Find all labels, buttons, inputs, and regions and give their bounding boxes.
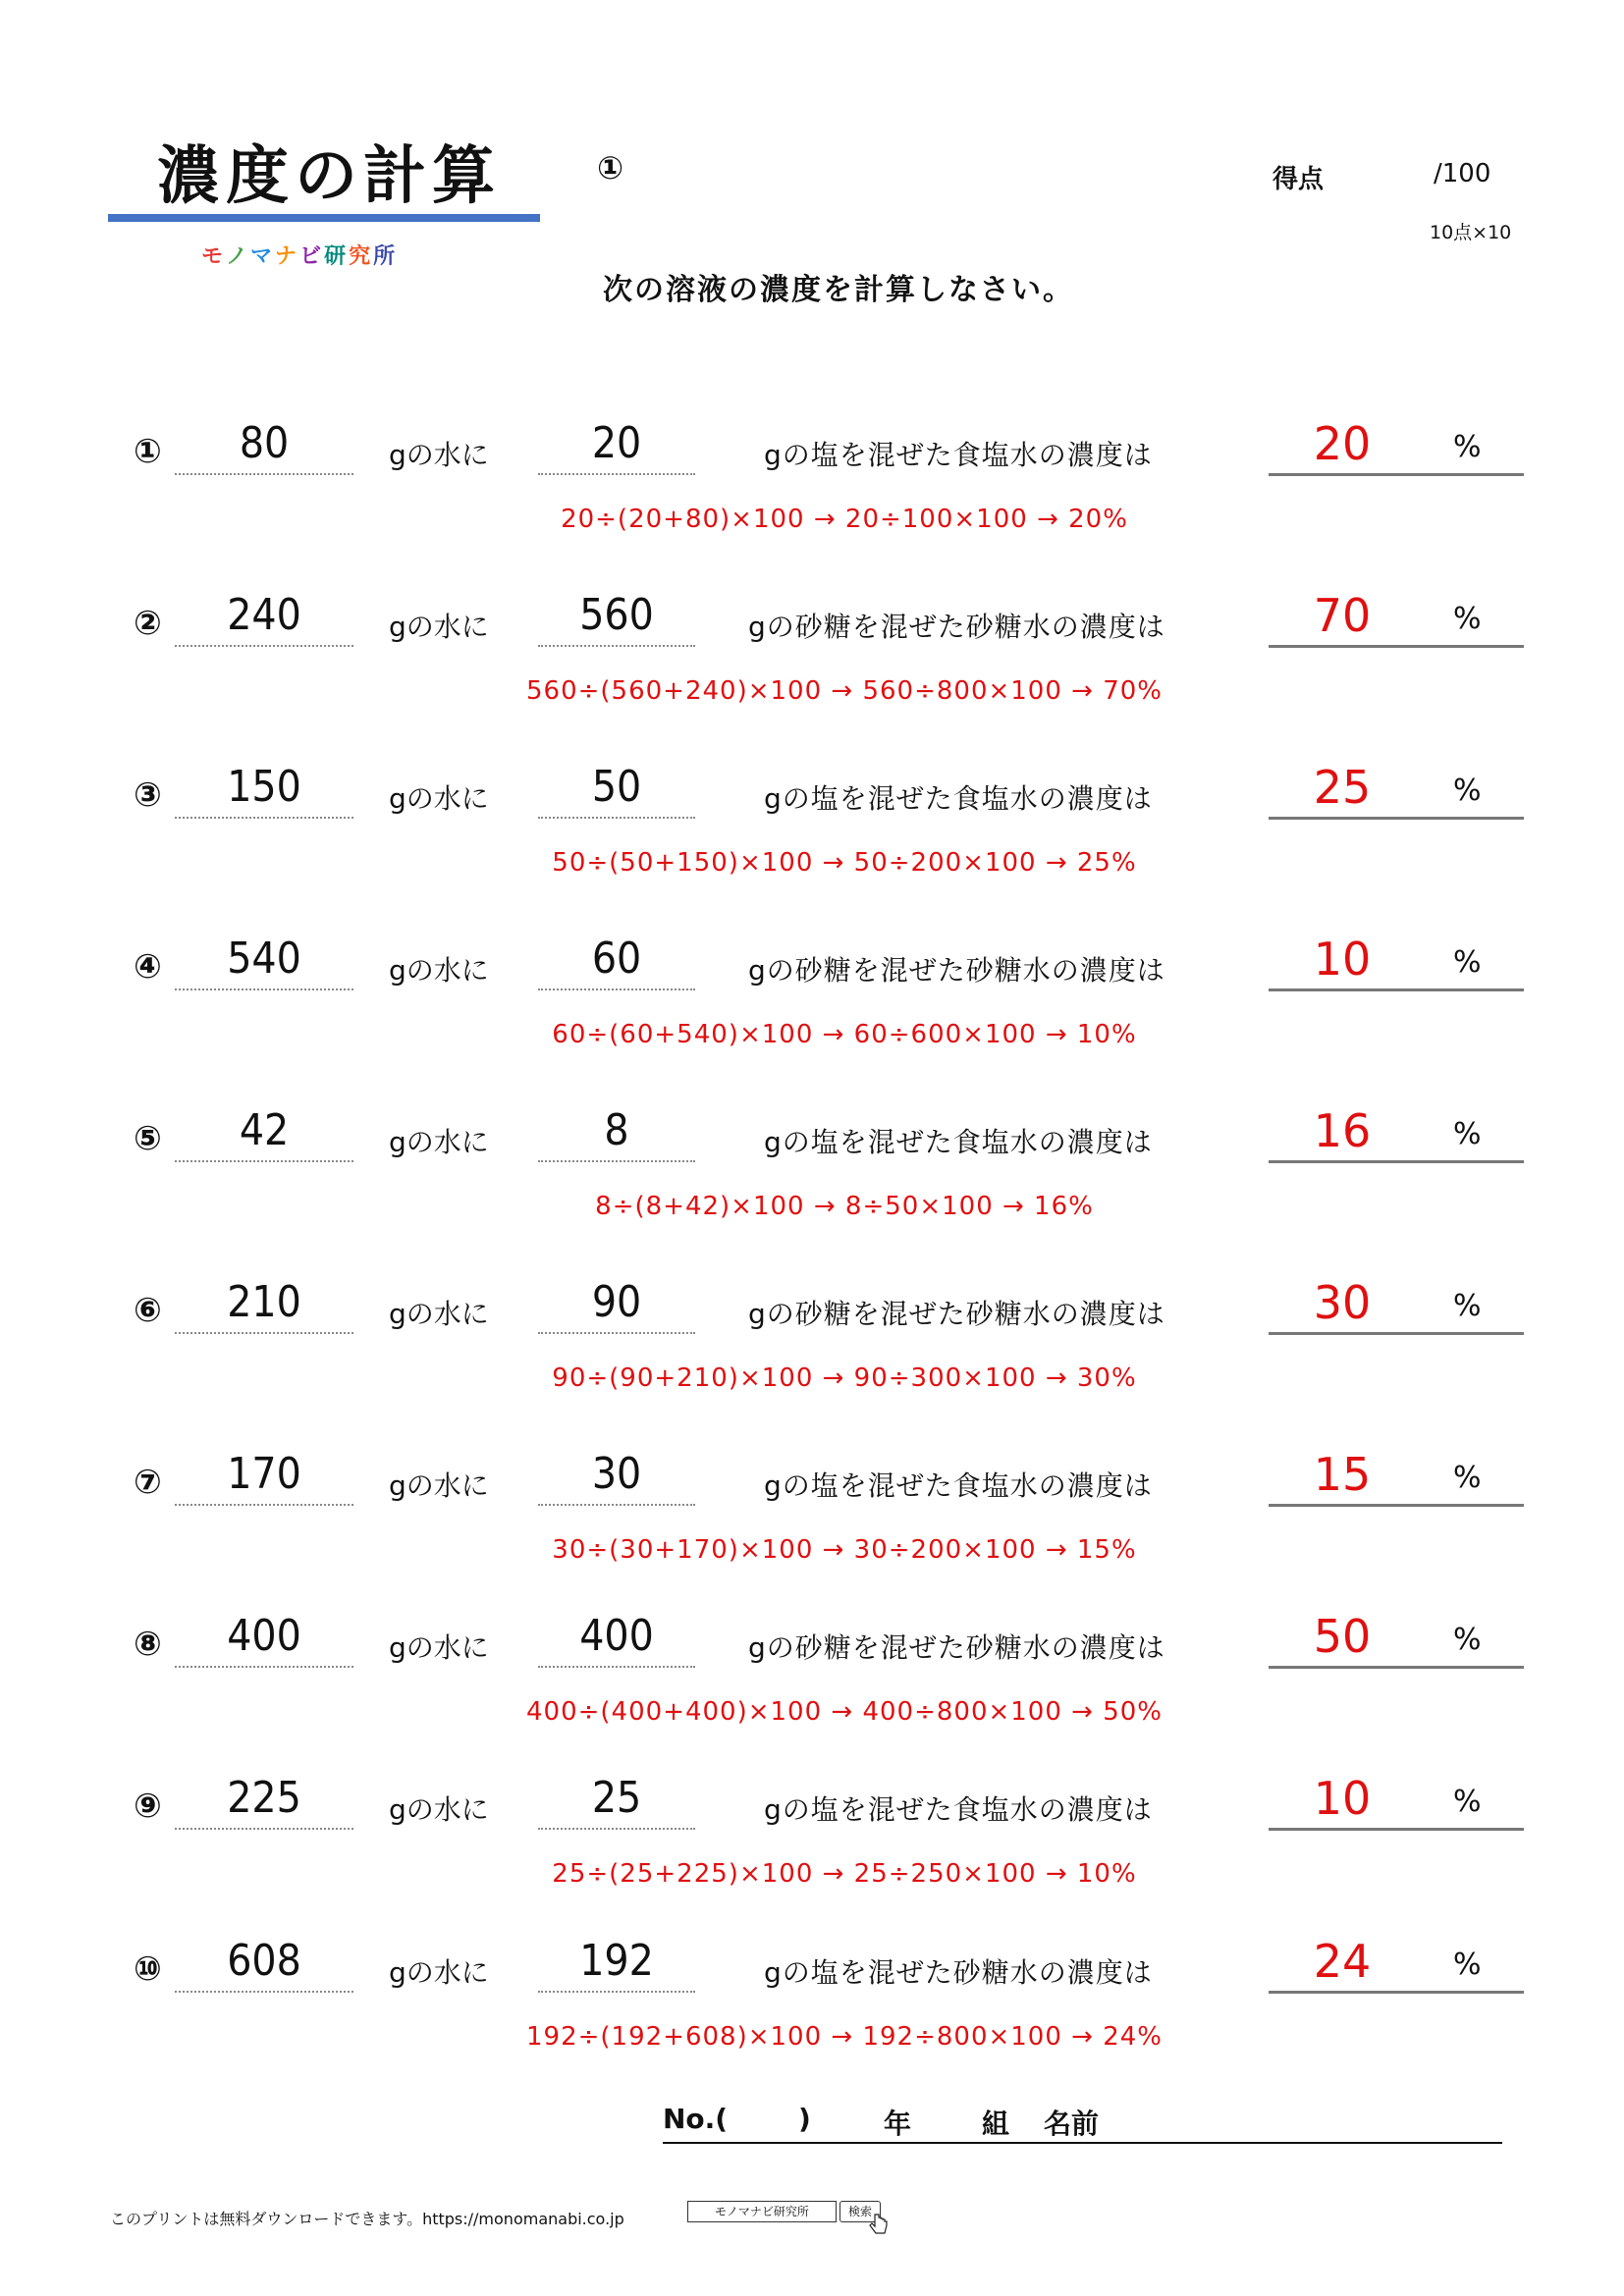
question-text: gの砂糖を混ぜた砂糖水の濃度は — [748, 1298, 1165, 1330]
answer-field — [1269, 1769, 1524, 1831]
instruction: 次の溶液の濃度を計算しなさい。 — [603, 273, 1074, 307]
water-amount-field — [175, 1769, 353, 1830]
water-amount-field — [175, 1273, 353, 1334]
question-text: gの砂糖を混ぜた砂糖水の濃度は — [748, 954, 1165, 987]
water-amount: 210 — [227, 1277, 301, 1327]
answer-value: 10 — [1313, 933, 1372, 986]
water-amount: 42 — [239, 1105, 290, 1155]
solute-amount-field — [538, 758, 695, 819]
water-amount: 540 — [227, 934, 301, 984]
pointer-cursor-icon — [868, 2213, 890, 2238]
solution-formula: 8÷(8+42)×100 → 8÷50×100 → 16% — [595, 1192, 1094, 1221]
answer-field — [1269, 1932, 1524, 1994]
problem-row — [0, 1932, 1624, 2079]
problem-row — [0, 1769, 1624, 1916]
answer-field — [1269, 1445, 1524, 1507]
question-text: gの塩を混ぜた食塩水の濃度は — [764, 1126, 1153, 1158]
solute-amount: 192 — [579, 1936, 654, 1986]
water-text: gの水に — [389, 1956, 489, 1989]
solution-formula: 560÷(560+240)×100 → 560÷800×100 → 70% — [525, 676, 1163, 706]
solute-amount-field — [538, 414, 695, 475]
question-text: gの砂糖を混ぜた砂糖水の濃度は — [748, 611, 1165, 643]
answer-value: 20 — [1313, 417, 1372, 470]
answer-field — [1269, 1273, 1524, 1335]
problem-number: ⑦ — [134, 1463, 162, 1502]
answer-value: 70 — [1313, 589, 1372, 642]
problem-row — [0, 930, 1624, 1077]
points-note: 10点×10 — [1430, 222, 1512, 243]
brand-letter: 究 — [349, 244, 374, 269]
water-amount-field — [175, 414, 353, 475]
problem-number: ③ — [134, 775, 162, 815]
water-text: gの水に — [389, 611, 489, 643]
percent-unit: % — [1453, 1461, 1482, 1495]
water-text: gの水に — [389, 1631, 489, 1664]
water-text: gの水に — [389, 439, 489, 471]
percent-unit: % — [1453, 602, 1482, 636]
brand-letter: 研 — [324, 244, 350, 269]
solution-formula: 20÷(20+80)×100 → 20÷100×100 → 20% — [561, 505, 1128, 534]
problem-row — [0, 1273, 1624, 1420]
water-amount: 240 — [227, 590, 301, 640]
problem-number: ⑥ — [134, 1291, 162, 1330]
solute-amount-field — [538, 1273, 695, 1334]
solute-amount-field — [538, 586, 695, 647]
water-amount: 400 — [227, 1611, 301, 1661]
problem-row — [0, 1445, 1624, 1592]
answer-value: 30 — [1313, 1276, 1372, 1329]
water-amount-field — [175, 1607, 353, 1668]
water-amount: 80 — [239, 418, 290, 468]
solute-amount-field — [538, 1769, 695, 1830]
solute-amount: 8 — [604, 1105, 629, 1155]
year-label: 年 — [884, 2108, 912, 2140]
water-amount: 170 — [227, 1449, 301, 1499]
problem-number: ② — [134, 604, 162, 643]
problem-number: ⑧ — [134, 1625, 162, 1664]
problem-number: ⑤ — [134, 1119, 162, 1158]
solution-formula: 25÷(25+225)×100 → 25÷250×100 → 10% — [552, 1859, 1137, 1889]
answer-value: 25 — [1313, 761, 1372, 814]
solute-amount-field — [538, 930, 695, 990]
water-text: gの水に — [389, 1793, 489, 1826]
problem-row — [0, 1607, 1624, 1754]
question-text: gの塩を混ぜた食塩水の濃度は — [764, 1793, 1153, 1826]
answer-field — [1269, 1101, 1524, 1163]
solution-formula: 30÷(30+170)×100 → 30÷200×100 → 15% — [552, 1535, 1137, 1565]
question-text: gの砂糖を混ぜた砂糖水の濃度は — [748, 1631, 1165, 1664]
class-label: 組 — [982, 2108, 1010, 2140]
page-title: 濃度の計算 — [157, 140, 501, 213]
water-amount-field — [175, 1445, 353, 1506]
brand-letter: マ — [250, 244, 276, 269]
solute-amount-field — [538, 1101, 695, 1162]
sheet-number: ① — [597, 149, 624, 187]
water-text: gの水に — [389, 1469, 489, 1502]
solute-amount: 60 — [591, 934, 642, 984]
search-button: 検索 — [839, 2201, 881, 2222]
solution-formula: 90÷(90+210)×100 → 90÷300×100 → 30% — [552, 1363, 1137, 1393]
water-amount: 608 — [227, 1936, 301, 1986]
percent-unit: % — [1453, 1289, 1482, 1323]
solute-amount: 560 — [579, 590, 654, 640]
title-underline — [108, 214, 540, 222]
solute-amount: 400 — [579, 1611, 654, 1661]
percent-unit: % — [1453, 1948, 1482, 1982]
answer-field — [1269, 758, 1524, 820]
solute-amount-field — [538, 1932, 695, 1993]
solution-formula: 60÷(60+540)×100 → 60÷600×100 → 10% — [552, 1020, 1137, 1049]
solution-formula: 50÷(50+150)×100 → 50÷200×100 → 25% — [552, 848, 1137, 878]
brand-letter: ナ — [275, 244, 300, 269]
solute-amount-field — [538, 1445, 695, 1506]
name-line — [663, 2103, 1502, 2144]
problem-number: ⑨ — [134, 1787, 162, 1826]
no-close: ) — [798, 2103, 811, 2135]
brand-letter: 所 — [373, 244, 399, 269]
water-amount-field — [175, 930, 353, 990]
no-label: No.( — [663, 2103, 729, 2135]
percent-unit: % — [1453, 1785, 1482, 1819]
water-text: gの水に — [389, 1298, 489, 1330]
question-text: gの塩を混ぜた食塩水の濃度は — [764, 782, 1153, 815]
percent-unit: % — [1453, 1117, 1482, 1151]
water-text: gの水に — [389, 954, 489, 987]
question-text: gの塩を混ぜた食塩水の濃度は — [764, 439, 1153, 471]
water-amount-field — [175, 586, 353, 647]
problem-number: ⑩ — [134, 1949, 162, 1989]
problem-row — [0, 586, 1624, 733]
name-label: 名前 — [1044, 2108, 1100, 2140]
brand-letter: ノ — [226, 244, 251, 269]
solute-amount: 30 — [591, 1449, 642, 1499]
score-label: 得点 — [1272, 165, 1325, 194]
percent-unit: % — [1453, 1623, 1482, 1657]
water-amount: 150 — [227, 762, 301, 812]
problem-row — [0, 758, 1624, 905]
water-text: gの水に — [389, 782, 489, 815]
answer-field — [1269, 930, 1524, 991]
percent-unit: % — [1453, 774, 1482, 808]
problem-row — [0, 1101, 1624, 1249]
solution-formula: 400÷(400+400)×100 → 400÷800×100 → 50% — [525, 1697, 1163, 1727]
solute-amount-field — [538, 1607, 695, 1668]
brand-logo — [201, 240, 398, 270]
solute-amount: 20 — [591, 418, 642, 468]
answer-field — [1269, 586, 1524, 648]
search-box: モノマナビ研究所 — [687, 2201, 837, 2222]
water-amount-field — [175, 758, 353, 819]
water-amount-field — [175, 1932, 353, 1993]
solute-amount: 90 — [591, 1277, 642, 1327]
water-amount: 225 — [227, 1773, 301, 1823]
problem-number: ① — [134, 432, 162, 471]
answer-field — [1269, 414, 1524, 476]
score-total: /100 — [1434, 159, 1491, 188]
answer-value: 15 — [1313, 1448, 1372, 1501]
answer-value: 24 — [1313, 1935, 1372, 1988]
question-text: gの塩を混ぜた食塩水の濃度は — [764, 1469, 1153, 1502]
water-text: gの水に — [389, 1126, 489, 1158]
answer-value: 10 — [1313, 1772, 1372, 1825]
footer-text: このプリントは無料ダウンロードできます。https://monomanabi.co.jp — [110, 2210, 624, 2228]
question-text: gの塩を混ぜた砂糖水の濃度は — [764, 1956, 1153, 1989]
solution-formula: 192÷(192+608)×100 → 192÷800×100 → 24% — [525, 2022, 1163, 2052]
percent-unit: % — [1453, 430, 1482, 464]
answer-value: 50 — [1313, 1610, 1372, 1663]
water-amount-field — [175, 1101, 353, 1162]
answer-field — [1269, 1607, 1524, 1669]
percent-unit: % — [1453, 945, 1482, 980]
solute-amount: 25 — [591, 1773, 642, 1823]
solute-amount: 50 — [591, 762, 642, 812]
problem-row — [0, 414, 1624, 561]
brand-letter: モ — [201, 244, 227, 269]
problem-number: ④ — [134, 947, 162, 987]
answer-value: 16 — [1313, 1104, 1372, 1157]
brand-letter: ビ — [299, 244, 325, 269]
